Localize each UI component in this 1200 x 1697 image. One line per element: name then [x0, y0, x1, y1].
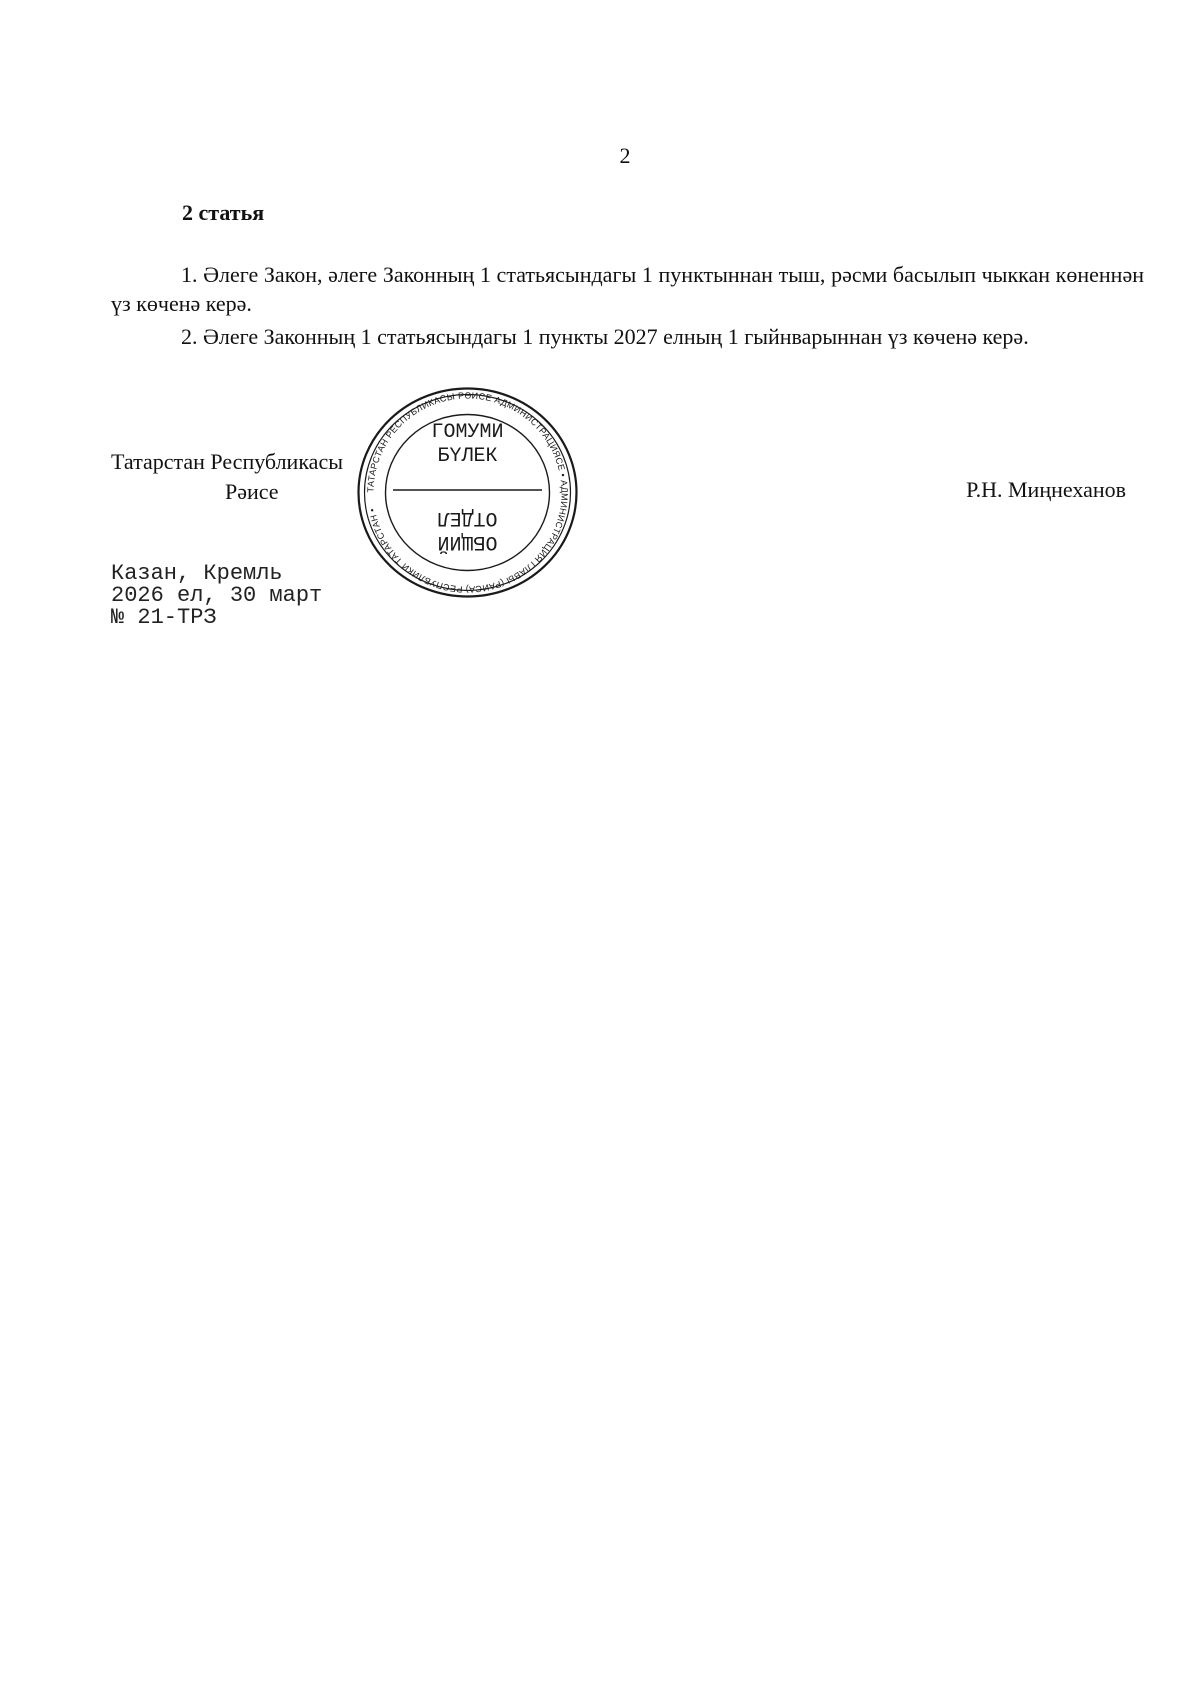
law-number-line: № 21-ТРЗ	[111, 605, 217, 630]
stamp-line-2: БҮЛЕК	[437, 445, 498, 468]
official-stamp	[355, 385, 580, 600]
signer-title-line-1: Татарстан Республикасы	[111, 449, 343, 474]
article-heading: 2 статья	[182, 200, 265, 225]
signer-title	[111, 447, 343, 507]
place-date-number	[111, 563, 322, 629]
stamp-line-3: ОБЩИЙ	[437, 530, 498, 553]
signer-title-line-2: Рәисе	[225, 479, 279, 504]
stamp-outer-text: ТАТАРСТАН РЕСПУБЛИКАСЫ РӘИСЕ АДМИНИСТРАЦИЯСЕ • АДМИНИСТРАЦИЯ ГЛАВЫ (РАИСА) РЕСПУБЛИКИ ТАТАРСТАН •	[365, 390, 570, 595]
signer-name: Р.Н. Миңнеханов	[966, 477, 1126, 502]
date-line: 2026 ел, 30 март	[111, 583, 323, 608]
paragraph-1: 1. Әлеге Закон, әлеге Законның 1 статьясындагы 1 пунктыннан тыш, рәсми басылып чыккан көненнән үз көченә керә.	[111, 262, 1144, 316]
paragraph-2: 2. Әлеге Законның 1 статьясындагы 1 пункты 2027 елның 1 гыйнварыннан үз көченә керә.	[181, 324, 1029, 349]
place-line: Казан, Кремль	[111, 561, 283, 586]
stamp-line-1: ГОМУМИ	[431, 421, 504, 444]
page-number: 2	[619, 143, 631, 168]
stamp-line-4: ОТДЕЛ	[437, 506, 498, 529]
